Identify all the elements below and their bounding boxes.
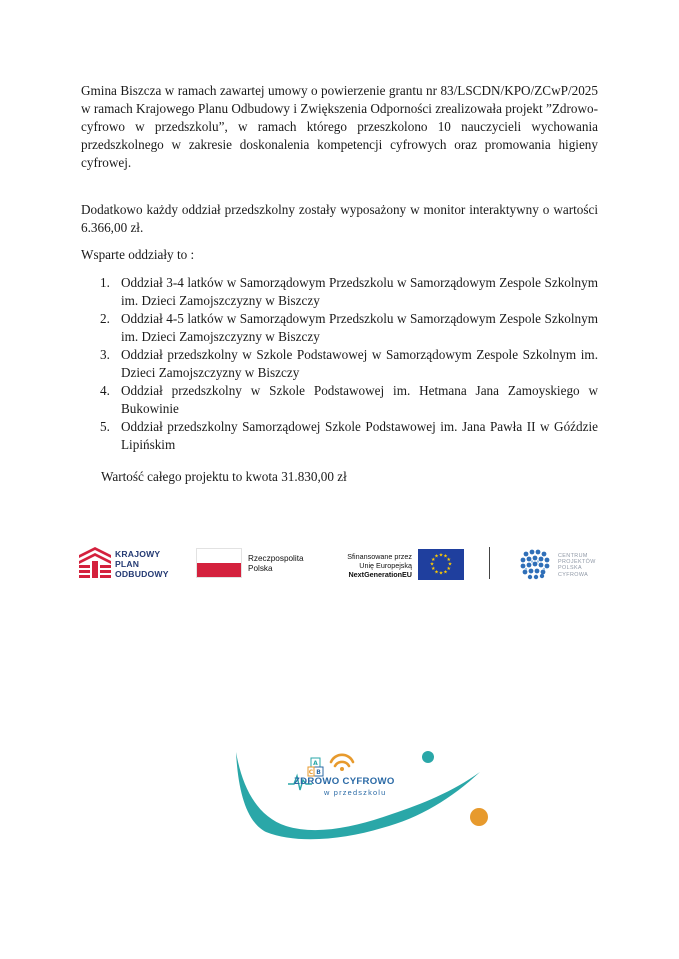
project-value-text: Wartość całego projektu to kwota 31.830,00 zł [101, 469, 347, 484]
svg-text:★: ★ [430, 557, 436, 563]
list-item: 3. Oddział przedszkolny w Szkole Podstawowej w Samorządowym Zespole Szkolnym im. Dzieci Zamojszczyzny w Biszczy [100, 347, 598, 380]
rzeczpospolita-text: Rzeczpospolita Polska [248, 554, 304, 573]
svg-text:★: ★ [443, 553, 448, 560]
eu-flag-icon [418, 549, 464, 580]
svg-text:★: ★ [438, 570, 444, 577]
svg-text:A: A [313, 760, 318, 767]
eu-funding-text: Sfinansowane przez Unię Europejską NextGenerationEU [347, 552, 412, 579]
kpo-logo-text: KRAJOWY PLAN ODBUDOWY [115, 549, 169, 579]
svg-text:★: ★ [430, 566, 436, 572]
svg-text:★: ★ [447, 561, 453, 568]
list-item: 5. Oddział przedszkolny Samorządowej Szkole Podstawowej im. Jana Pawła II w Góździe Lipińskim [100, 419, 598, 452]
svg-text:★: ★ [443, 569, 448, 576]
list-item: 1. Oddział 3-4 latków w Samorządowym Przedszkolu w Samorządowym Zespole Szkolnym im. Dzieci Zamojszczyzny w Biszczy [100, 275, 598, 308]
supported-units-list [81, 274, 598, 454]
svg-text:★: ★ [446, 566, 452, 572]
zdrowo-cyfrowo-logo [232, 746, 492, 846]
kpo-stripes-icon [78, 546, 112, 580]
polish-flag-icon [196, 548, 242, 578]
list-item: 2. Oddział 4-5 latków w Samorządowym Przedszkolu w Samorządowym Zespole Szkolnym im. Dzieci Zamojszczyzny w Biszczy [100, 311, 598, 344]
kpo-logo [78, 546, 188, 582]
list-item: 4. Oddział przedszkolny w Szkole Podstawowej im. Hetmana Jana Zamoyskiego w Bukowinie [100, 383, 598, 416]
svg-text:★: ★ [446, 557, 452, 563]
cppc-logo [518, 548, 598, 580]
project-logo-title: ZDROWO CYFROWO [294, 776, 395, 787]
funding-logos [78, 544, 598, 584]
rzeczpospolita-logo [196, 548, 316, 580]
cppc-text: CENTRUM PROJEKTÓW POLSKA CYFROWA [558, 553, 596, 578]
svg-text:★: ★ [438, 552, 444, 559]
svg-text:C: C [308, 769, 314, 776]
intro-paragraph: Gmina Biszcza w ramach zawartej umowy o powierzenie grantu nr 83/LSCDN/KPO/ZCwP/2025 w ramach Krajowego Planu Odbudowy i Zwiększenia Odporności zrealizowała projekt ”Zdrowo-cyfrowo w przedszkolu”, w ramach którego przeszkolono 10 nauczycieli wychowania przedszkolnego w zakresie doskonalenia kompetencji cyfrowych oraz promowania higieny cyfrowej. [81, 83, 598, 170]
svg-text:B: B [316, 769, 321, 776]
svg-text:★: ★ [429, 561, 435, 568]
cppc-dots-icon [518, 548, 552, 580]
svg-text:★: ★ [434, 553, 439, 560]
equipment-paragraph: Dodatkowo każdy oddział przedszkolny zostały wyposażony w monitor interaktywny o wartości 6.366,00 zł. [81, 202, 598, 235]
eu-funding-logo [332, 547, 464, 581]
project-logo-subtitle: w przedszkolu [324, 788, 387, 797]
svg-text:★: ★ [434, 569, 439, 576]
logo-divider [489, 547, 490, 579]
supported-units-label: Wsparte oddziały to : [81, 247, 195, 262]
